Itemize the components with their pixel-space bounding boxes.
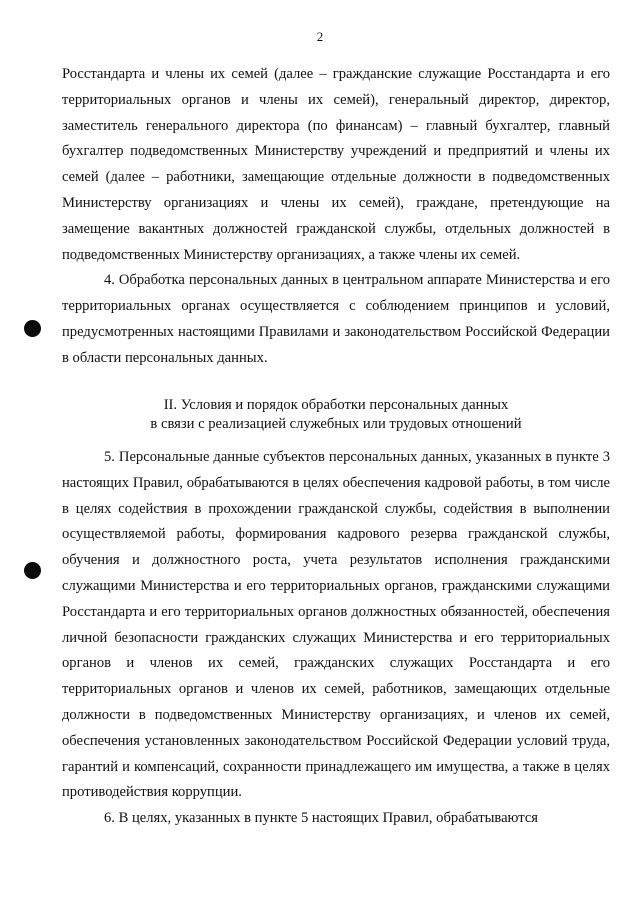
section-heading-line-2: в связи с реализацией служебных или трудовых отношений xyxy=(150,416,522,432)
section-heading xyxy=(62,396,610,434)
paragraph-4: 4. Обработка персональных данных в центральном аппарате Министерства и его территориальных органах осуществляется с соблюдением принципов и условий, предусмотренных настоящими Правилами и законодательством Российской Федерации в области персональных данных. xyxy=(62,272,610,366)
text-block-top xyxy=(62,62,610,372)
section-heading-line-1: II. Условия и порядок обработки персональных данных xyxy=(163,397,509,413)
punch-hole-mark xyxy=(24,562,41,579)
page-number: 2 xyxy=(316,29,324,44)
paragraph-continuation: Росстандарта и члены их семей (далее – гражданские служащие Росстандарта и его территориальных органов и члены их семей), генеральный директор, директор, заместитель генерального директора (по финансам) – главный бухгалтер, главный бухгалтер подведомственных Министерству учреждений и предприятий и члены их семей (далее – работники, замещающие отдельные должности в подведомственных Министерству организациях и члены их семей), граждане, претендующие на замещение вакантных должностей гражданской службы, отдельных должностей в подведомственных Министерству организациях, а также члены их семей. xyxy=(62,66,610,263)
text-block-bottom xyxy=(62,445,610,832)
paragraph-5: 5. Персональные данные субъектов персональных данных, указанных в пункте 3 настоящих Правил, обрабатываются в целях обеспечения кадровой работы, в том числе в целях содействия в прохождении гражданской службы, содействия в выполнении осуществляемой работы, формирования кадрового резерва гражданской службы, обучения и должностного роста, учета результатов исполнения гражданскими служащими Министерства и его территориальных органов, гражданскими служащими Росстандарта и его территориальных органов должностных обязанностей, обеспечения личной безопасности гражданских служащих Министерства и его территориальных органов и членов их семей, гражданских служащих Росстандарта и его территориальных органов и членов их семей, работников, замещающих отдельные должности в подведомственных Министерству организациях, и членов их семей, обеспечения установленных законодательством Российской Федерации условий труда, гарантий и компенсаций, сохранности принадлежащего им имущества, а также в целях противодействия коррупции. xyxy=(62,449,610,801)
paragraph-6: 6. В целях, указанных в пункте 5 настоящих Правил, обрабатываются xyxy=(104,810,539,827)
punch-hole-mark xyxy=(24,320,41,337)
